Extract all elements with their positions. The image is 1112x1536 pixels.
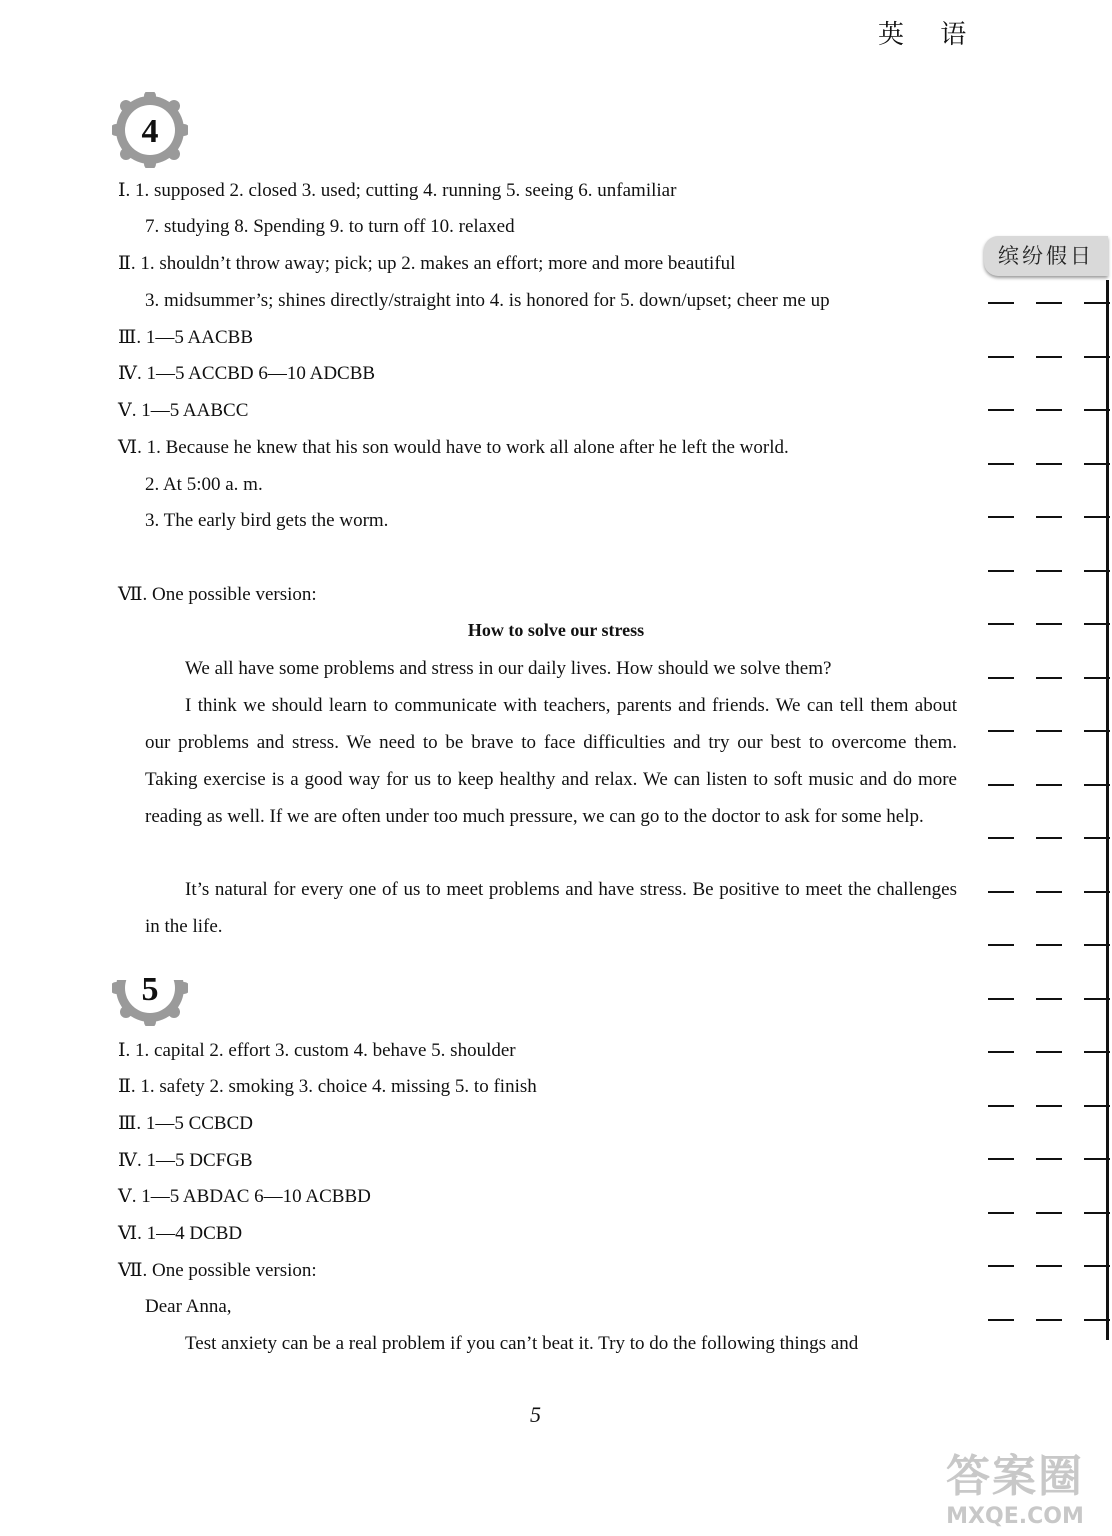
answer-line: 3. The early bird gets the worm. bbox=[145, 510, 389, 531]
margin-dash-row bbox=[988, 1212, 1110, 1214]
margin-dash bbox=[1084, 1158, 1110, 1160]
answer-line: Ⅱ. 1. safety 2. smoking 3. choice 4. missing 5. to finish bbox=[118, 1076, 537, 1097]
answer-line: Ⅱ. 1. shouldn’t throw away; pick; up 2. makes an effort; more and more beautiful bbox=[118, 253, 736, 274]
answer-line: Ⅵ. 1. Because he knew that his son would have to work all alone after he left the world. bbox=[118, 437, 789, 458]
margin-dash bbox=[1036, 1265, 1062, 1267]
gear-icon bbox=[112, 92, 188, 168]
margin-dash bbox=[1036, 1105, 1062, 1107]
margin-dash bbox=[1036, 463, 1062, 465]
margin-dash-row bbox=[988, 1051, 1110, 1053]
section-5-badge bbox=[112, 950, 188, 1026]
margin-divider bbox=[1106, 280, 1109, 1340]
margin-dash bbox=[1036, 1158, 1062, 1160]
section-number: 5 bbox=[141, 971, 159, 1008]
margin-dash-row bbox=[988, 570, 1110, 572]
margin-dash bbox=[1084, 463, 1110, 465]
margin-dash bbox=[1036, 623, 1062, 625]
margin-dash-row bbox=[988, 302, 1110, 304]
margin-dash bbox=[988, 998, 1014, 1000]
margin-dash bbox=[1084, 1265, 1110, 1267]
answer-line: 7. studying 8. Spending 9. to turn off 10. relaxed bbox=[145, 216, 515, 237]
margin-dash bbox=[988, 1051, 1014, 1053]
margin-dash bbox=[1084, 677, 1110, 679]
answer-line: Dear Anna, bbox=[145, 1296, 232, 1317]
margin-dash bbox=[1036, 730, 1062, 732]
answer-line: Ⅴ. 1—5 ABDAC 6—10 ACBBD bbox=[118, 1186, 371, 1207]
margin-dash bbox=[1084, 730, 1110, 732]
margin-dash-row bbox=[988, 998, 1110, 1000]
margin-dash bbox=[988, 623, 1014, 625]
margin-dash-row bbox=[988, 356, 1110, 358]
answer-line: 3. midsummer’s; shines directly/straight into 4. is honored for 5. down/upset; cheer me up bbox=[145, 290, 830, 311]
margin-dash-row bbox=[988, 463, 1110, 465]
margin-dash bbox=[988, 302, 1014, 304]
margin-dash bbox=[988, 1319, 1014, 1321]
answer-line: Ⅳ. 1—5 DCFGB bbox=[118, 1150, 253, 1171]
margin-dash bbox=[1036, 302, 1062, 304]
margin-dash bbox=[1036, 891, 1062, 893]
essay-paragraph: I think we should learn to communicate with teachers, parents and friends. We can tell them about our problems and stress. We need to be brave to face difficulties and try our best to overcome them. Taking exercise is a good way for us to keep healthy and relax. We can listen to soft music and do more reading as well. If we are often under too much pressure, we can go to the doctor to ask for some help. bbox=[145, 695, 957, 827]
margin-dash bbox=[988, 1212, 1014, 1214]
margin-dash bbox=[1036, 677, 1062, 679]
margin-dash bbox=[1036, 516, 1062, 518]
margin-dash bbox=[1036, 944, 1062, 946]
margin-dash bbox=[1084, 1319, 1110, 1321]
watermark-url: MXQE.COM bbox=[946, 1504, 1084, 1529]
answer-line: Ⅶ. One possible version: bbox=[118, 584, 317, 605]
subject-header: 英 语 bbox=[878, 20, 981, 50]
page-number: 5 bbox=[530, 1402, 541, 1427]
margin-dash-row bbox=[988, 1265, 1110, 1267]
margin-dash bbox=[1036, 998, 1062, 1000]
margin-dash-row bbox=[988, 623, 1110, 625]
margin-dash bbox=[1084, 1051, 1110, 1053]
margin-dash bbox=[988, 944, 1014, 946]
section-number: 4 bbox=[141, 113, 159, 150]
answer-line: Ⅲ. 1—5 AACBB bbox=[118, 327, 253, 348]
essay-title: How to solve our stress bbox=[467, 620, 645, 640]
margin-dash-row bbox=[988, 730, 1110, 732]
letter-paragraph: Test anxiety can be a real problem if you can’t beat it. Try to do the following things and bbox=[185, 1333, 859, 1354]
essay-paragraph: It’s natural for every one of us to meet problems and have stress. Be positive to meet the challenges in the life. bbox=[145, 879, 957, 937]
margin-dash-row bbox=[988, 837, 1110, 839]
margin-dash bbox=[1084, 623, 1110, 625]
margin-dash bbox=[1036, 1212, 1062, 1214]
margin-dash bbox=[1084, 1212, 1110, 1214]
margin-dash bbox=[1036, 1319, 1062, 1321]
margin-dash bbox=[988, 730, 1014, 732]
gear-icon bbox=[112, 950, 188, 1026]
answer-line: Ⅵ. 1—4 DCBD bbox=[118, 1223, 243, 1244]
margin-dash bbox=[1036, 1051, 1062, 1053]
margin-dash bbox=[988, 784, 1014, 786]
margin-dash-row bbox=[988, 944, 1110, 946]
answer-line: Ⅰ. 1. capital 2. effort 3. custom 4. behave 5. shoulder bbox=[118, 1040, 516, 1061]
margin-dash-row bbox=[988, 784, 1110, 786]
answer-line: Ⅴ. 1—5 AABCC bbox=[118, 400, 249, 421]
margin-dash bbox=[1036, 570, 1062, 572]
margin-dash bbox=[1084, 516, 1110, 518]
essay-paragraph: We all have some problems and stress in our daily lives. How should we solve them? bbox=[185, 658, 832, 679]
margin-dash bbox=[1084, 570, 1110, 572]
margin-dash bbox=[1084, 837, 1110, 839]
margin-dash bbox=[988, 1265, 1014, 1267]
watermark-logo-text: 答案圈 bbox=[946, 1451, 1084, 1502]
margin-dash bbox=[1084, 784, 1110, 786]
margin-dash bbox=[988, 891, 1014, 893]
margin-dash bbox=[1036, 356, 1062, 358]
margin-dash bbox=[988, 356, 1014, 358]
margin-dash bbox=[1036, 837, 1062, 839]
answer-line: Ⅶ. One possible version: bbox=[118, 1260, 317, 1281]
margin-dash bbox=[988, 570, 1014, 572]
margin-dash bbox=[988, 1105, 1014, 1107]
margin-dash-row bbox=[988, 516, 1110, 518]
margin-dash bbox=[1084, 356, 1110, 358]
margin-dash bbox=[1084, 409, 1110, 411]
margin-dash-row bbox=[988, 1319, 1110, 1321]
answer-line: 2. At 5:00 a. m. bbox=[145, 474, 263, 495]
answer-line: Ⅳ. 1—5 ACCBD 6—10 ADCBB bbox=[118, 363, 376, 384]
margin-dash bbox=[1084, 891, 1110, 893]
margin-dash bbox=[988, 516, 1014, 518]
watermark bbox=[920, 1440, 1110, 1529]
margin-dash-row bbox=[988, 891, 1110, 893]
margin-dash bbox=[988, 1158, 1014, 1160]
margin-dash bbox=[1084, 1105, 1110, 1107]
margin-dash bbox=[1084, 302, 1110, 304]
margin-dash bbox=[1036, 409, 1062, 411]
margin-dash-row bbox=[988, 1158, 1110, 1160]
margin-dash-row bbox=[988, 409, 1110, 411]
margin-dash bbox=[988, 409, 1014, 411]
margin-dash bbox=[1084, 944, 1110, 946]
margin-dash bbox=[1084, 998, 1110, 1000]
margin-dash bbox=[1036, 784, 1062, 786]
margin-dash bbox=[988, 837, 1014, 839]
margin-tab-label: 缤纷假日 bbox=[984, 236, 1108, 276]
margin-dash-row bbox=[988, 1105, 1110, 1107]
answer-line: Ⅲ. 1—5 CCBCD bbox=[118, 1113, 253, 1134]
section-4-badge bbox=[112, 92, 188, 168]
answer-line: Ⅰ. 1. supposed 2. closed 3. used; cutting 4. running 5. seeing 6. unfamiliar bbox=[118, 180, 677, 201]
margin-dash bbox=[988, 463, 1014, 465]
margin-dash-row bbox=[988, 677, 1110, 679]
margin-dash bbox=[988, 677, 1014, 679]
